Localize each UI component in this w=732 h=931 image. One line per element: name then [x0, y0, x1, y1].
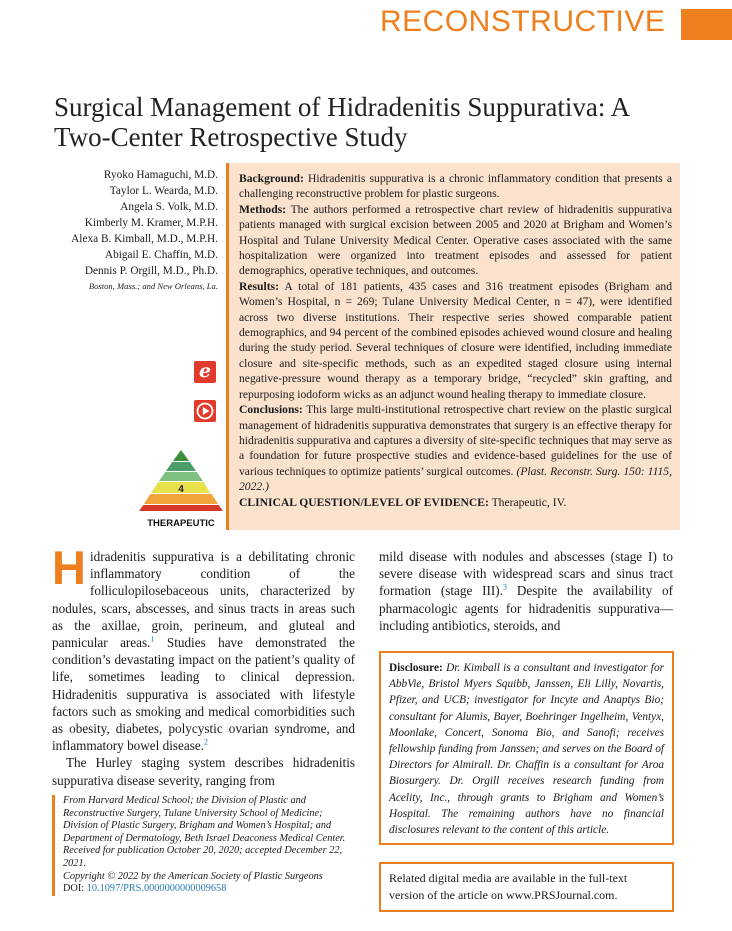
e-supplement-icon[interactable]: e: [194, 361, 216, 383]
abstract-text: Therapeutic, IV.: [491, 495, 567, 509]
doi-link[interactable]: 10.1097/PRS.0000000000009658: [86, 883, 227, 895]
abstract-text: This large multi-institutional retrospective chart review on the plastic surgical management of hidradenitis suppurativa demonstrates that surgery is an effective therapy for hidradenitis suppurativa and captures a diversity of site-specific techniques that may serve as a foundation for future prospective studies and evidence-based guidelines for the use of various techniques to optimize patients’ surgical outcomes.: [239, 403, 672, 478]
abstract-label: Conclusions:: [239, 403, 303, 417]
evidence-level-pyramid-icon: [138, 448, 224, 530]
body-column-left: [52, 541, 355, 789]
footnote-received: Received for publication October 20, 2020; accepted December 22, 2021.: [63, 845, 343, 869]
drop-cap: H: [52, 541, 86, 594]
disclosure-box: [379, 651, 674, 845]
body-paragraph: [52, 541, 355, 754]
doi-label: DOI:: [63, 883, 87, 895]
article-footnote: [52, 795, 354, 896]
abstract-results: [239, 279, 672, 402]
disclosure-label: Disclosure:: [389, 662, 443, 674]
citation: (Plast. Reconstr. Surg. 150: 1115, 2022.): [239, 464, 673, 494]
reference-link[interactable]: 2: [203, 737, 208, 747]
author: Abigail E. Chaffin, M.D.: [104, 249, 218, 261]
abstract-background: [239, 171, 672, 202]
abstract-label: Results:: [239, 279, 279, 293]
evidence-level-label: THERAPEUTIC: [147, 518, 215, 529]
author: Taylor L. Wearda, M.D.: [109, 185, 218, 197]
author: Ryoko Hamaguchi, M.D.: [103, 169, 218, 181]
abstract-label: CLINICAL QUESTION/LEVEL OF EVIDENCE:: [239, 495, 489, 509]
body-paragraph: The Hurley staging system describes hidradenitis suppurativa disease severity, ranging from: [52, 755, 355, 788]
video-play-icon[interactable]: [194, 400, 216, 422]
author: Dennis P. Orgill, M.D., Ph.D.: [84, 265, 218, 277]
body-text: Studies have demonstrated the condition’s devastating impact on the patient’s quality of life, sometimes leading to clinical depression. Hidradenitis suppurativa is associated with lifestyle factors such as smoking and medical comorbidities such as obesity, diabetes, polycystic ovarian syndrome, and inflammatory bowel disease.: [52, 635, 355, 754]
body-text: Despite the availability of pharmacologic agents for hidradenitis suppurativa—including antibiotics, steroids, and: [379, 583, 673, 633]
digital-media-text: Related digital media are available in the full-text version of the article on www.PRSJournal.com.: [389, 871, 628, 902]
author: Alexa B. Kimball, M.D., M.P.H.: [71, 233, 218, 245]
abstract-text: Hidradenitis suppurativa is a chronic inflammatory condition that presents a challenging reconstructive problem for plastic surgeons.: [239, 172, 672, 201]
digital-media-box: [379, 862, 674, 912]
body-text: idradenitis suppurativa is a debilitating chronic inflammatory condition of the folliculopilosebaceous units, characterized by nodules, scars, abscesses, and sinus tracts in areas such as the axillae, groin, perineum, and gluteal and pannicular areas.: [52, 549, 355, 651]
author-list: [40, 167, 218, 279]
footnote-doi: [63, 883, 354, 896]
reference-link[interactable]: 3: [503, 583, 507, 593]
abstract-conclusions: [239, 402, 672, 494]
abstract-label: Methods:: [239, 202, 287, 216]
footnote-affiliations: From Harvard Medical School; the Division of Plastic and Reconstructive Surgery, Tulane University School of Medicine; Division of Plastic Surgery, Brigham and Women’s Hospital; and Department of Dermatology, Beth Israel Deaconess Medical Center.: [63, 795, 346, 844]
reference-link[interactable]: 1: [150, 634, 155, 644]
abstract-evidence: [239, 495, 672, 510]
abstract-label: Background:: [239, 172, 304, 185]
body-text: mild disease with nodules and abscesses (stage I) to severe disease with widespread scars and sinus tract formation (stage III).: [379, 549, 673, 599]
section-color-bar: [681, 9, 732, 40]
article-title: Surgical Management of Hidradenitis Suppurativa: A Two-Center Retrospective Study: [54, 92, 629, 152]
author: Kimberly M. Kramer, M.P.H.: [84, 217, 218, 229]
evidence-level-number: 4: [178, 484, 184, 495]
body-paragraph: [379, 548, 673, 634]
abstract-methods: [239, 202, 672, 279]
body-column-right: [379, 548, 673, 634]
abstract-text: A total of 181 patients, 435 cases and 316 treatment episodes (Brigham and Women’s Hospital, n = 269; Tulane University Medical Center, n = 47), were identified across two diverse institutions. Their respective series showed comparable patient demographics, and 94 percent of the combined episodes achieved wound closure and healing during the study period. Several techniques of closure were identified, including immediate closure and site-specific methods, such as an expedited staged closure using internal negative-pressure wound therapy as a temporary bridge, “recycled” skin grafting, and repurposing iodoform wicks as an adjunct wound healing therapy to immediate closure.: [239, 279, 672, 401]
abstract-box: [226, 163, 680, 530]
disclosure-text: Dr. Kimball is a consultant and investigator for AbbVie, Bristol Myers Squibb, Janssen, Eli Lilly, Novartis, Pfizer, and UCB; investigator for Incyte and Anaptys Bio; consultant for Alumis, Bayer, Boehringer Ingelheim, Ventyx, Moonlake, Concert, Sonoma Bio, and Sanofi; receives fellowship funding from Janssen; and serves on the Board of Directors for Almirall. Dr. Chaffin is a consultant for Aroa Biosurgery. Dr. Orgill receives research funding from Acelity, Inc., through grants to Brigham and Women’s Hospital. The remaining authors have no financial disclosures relevant to the content of this article.: [389, 662, 664, 837]
author: Angela S. Volk, M.D.: [120, 201, 218, 213]
footnote-copyright: Copyright © 2022 by the American Society of Plastic Surgeons: [63, 870, 323, 882]
abstract-text: The authors performed a retrospective chart review of hidradenitis suppurativa patients managed with surgical excision between 2005 and 2020 at Brigham and Women’s Hospital and Tulane University Medical Center. Operative cases associated with the same hospitalization were organized into treatment episodes and assessed for patient demographics, operative techniques, and outcomes.: [239, 202, 672, 278]
author-affiliation: Boston, Mass.; and New Orleans, La.: [88, 281, 218, 291]
section-label: RECONSTRUCTIVE: [380, 5, 666, 38]
